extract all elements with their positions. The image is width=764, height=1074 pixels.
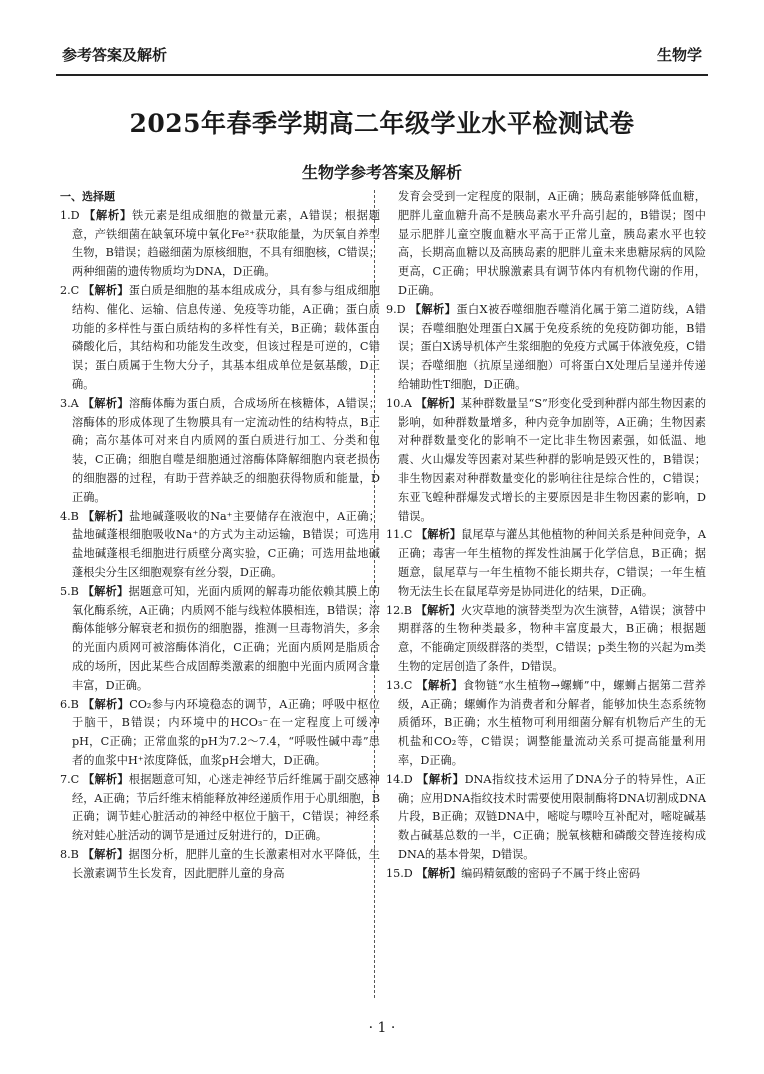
answer-text: DNA指纹技术运用了DNA分子的特异性，A正确；应用DNA指纹技术时需要使用限制酶将DNA切割成DNA片段，B正确；双链DNA中，嘧啶与嘌呤互补配对，嘧啶碱基数占碱基总数的一半，C正确；脱氧核糖和磷酸交替连接构成DNA的基本骨架，D错误。 xyxy=(398,772,706,861)
analysis-tag: 【解析】 xyxy=(416,528,462,542)
answer-number: 6.B xyxy=(60,697,79,711)
answer-item xyxy=(386,301,706,395)
answer-text: CO₂参与内环境稳态的调节，A正确；呼吸中枢位于脑干，B错误；内环境中的HCO₃⁻在一定程度上可缓冲pH，C正确；正常血浆的pH为7.2～7.4，“呼吸性碱中毒”患者的血浆中H⁺浓度降低，血浆pH会增大，D正确。 xyxy=(72,697,380,767)
answer-number: 5.B xyxy=(60,584,79,598)
answer-item xyxy=(60,508,380,583)
analysis-tag: 【解析】 xyxy=(82,584,129,598)
answer-text: 火灾草地的演替类型为次生演替，A错误；演替中期群落的生物种类最多，物种丰富度最大，B正确；根据题意，不能确定顶级群落的类型，C错误；p类生物的兴起为m类生物的定居创造了条件，D错误。 xyxy=(398,603,706,673)
answer-item xyxy=(60,771,380,846)
analysis-tag: 【解析】 xyxy=(416,678,463,692)
answer-number: 8.B xyxy=(60,847,79,861)
analysis-tag: 【解析】 xyxy=(409,302,457,316)
answer-item xyxy=(386,771,706,865)
answer-item xyxy=(60,207,380,282)
answer-text: 盐地碱蓬吸收的Na⁺主要储存在液泡中，A正确；盐地碱蓬根细胞吸收Na⁺的方式为主动运输，B错误；可选用盐地碱蓬根毛细胞进行质壁分离实验，C正确；可选用盐地碱蓬根尖分生区细胞观察有丝分裂，D正确。 xyxy=(72,509,380,579)
answer-text: 编码精氨酸的密码子不属于终止密码 xyxy=(461,866,641,880)
left-answer-list xyxy=(60,207,380,884)
answer-number: 11.C xyxy=(386,528,413,542)
answer-item xyxy=(386,602,706,677)
analysis-tag: 【解析】 xyxy=(416,866,462,880)
answer-item xyxy=(386,677,706,771)
answer-item xyxy=(386,188,706,301)
answer-item xyxy=(60,282,380,395)
answer-number: 13.C xyxy=(386,678,413,692)
analysis-tag: 【解析】 xyxy=(82,847,129,861)
answer-item xyxy=(60,583,380,696)
analysis-tag: 【解析】 xyxy=(82,396,129,410)
right-answer-list xyxy=(386,188,706,883)
analysis-tag: 【解析】 xyxy=(83,283,129,297)
answer-number: 15.D xyxy=(386,866,413,880)
answer-text: 据图分析，肥胖儿童的生长激素相对水平降低，生长激素调节生长发育，因此肥胖儿童的身高 xyxy=(72,847,380,880)
header-subject: 生物学 xyxy=(656,46,702,64)
answer-number: 12.B xyxy=(386,603,413,617)
analysis-tag: 【解析】 xyxy=(82,509,130,523)
answer-text: 发育会受到一定程度的限制，A正确；胰岛素能够降低血糖，肥胖儿童血糖升高不是胰岛素水平升高引起的，B错误；图中显示肥胖儿童空腹血糖水平高于正常儿童，胰岛素水平也较高，长期高血糖以及高胰岛素的肥胖儿童未来患糖尿病的风险更高，C正确；甲状腺激素具有调节体内有机物代谢的作用，D正确。 xyxy=(398,190,706,297)
answer-text: 蛋白质是细胞的基本组成成分，具有参与组成细胞结构、催化、运输、信息传递、免疫等功能，A正确；蛋白质功能的多样性与蛋白质结构的多样性有关，B正确；载体蛋白磷酸化后，其结构和功能发生改变，但该过程是可逆的，C错误；蛋白质属于生物大分子，其基本组成单位是氨基酸，D正确。 xyxy=(72,283,380,391)
header-rule xyxy=(56,74,708,76)
answer-number: 4.B xyxy=(60,509,79,523)
column-divider xyxy=(374,190,375,998)
page-subtitle: 生物学参考答案及解析 xyxy=(301,163,462,182)
page-number: · 1 · xyxy=(368,1020,396,1036)
answer-text: 某种群数量呈“S”形变化受到种群内部生物因素的影响，如种群数量增多，种内竞争加剧等，A正确；生物因素对种群数量变化的影响不一定比非生物因素强，如低温、地震、火山爆发等因素对某些种群的影响是毁灭性的，B错误；非生物因素对种群数量变化的影响往往是综合性的，C错误；东亚飞蝗种群爆发式增长的主要原因是非生物因素的影响，D错误。 xyxy=(398,396,707,523)
answer-number: 9.D xyxy=(386,302,406,316)
answer-text: 溶酶体酶为蛋白质，合成场所在核糖体，A错误；溶酶体的形成体现了生物膜具有一定流动性的结构特点，B正确；高尔基体可对来自内质网的蛋白质进行加工、分类和包装，C正确；细胞自噬是细胞通过溶酶体降解细胞内衰老损伤的细胞器的过程，有助于营养缺乏的细胞获得物质和能量，D正确。 xyxy=(72,396,380,504)
page-title: 2025年春季学期高二年级学业水平检测试卷 xyxy=(129,109,635,138)
answer-number: 1.D xyxy=(60,208,80,222)
answer-text: 根据题意可知，心迷走神经节后纤维属于副交感神经，A正确；节后纤维末梢能释放神经递质作用于心肌细胞，B正确；调节蛙心脏活动的神经中枢位于脑干，C错误；神经系统对蛙心脏活动的调节是通过反射进行的，D正确。 xyxy=(72,772,380,843)
analysis-tag: 【解析】 xyxy=(82,697,130,711)
analysis-tag: 【解析】 xyxy=(417,772,465,786)
answer-text: 鼠尾草与灌丛其他植物的种间关系是种间竞争，A正确；毒害一年生植物的挥发性油属于化学信息，B正确；据题意，鼠尾草与一年生植物不能长期共存，C错误；一年生植物无法生长在鼠尾草旁是协同进化的结果，D正确。 xyxy=(398,528,706,598)
analysis-tag: 【解析】 xyxy=(83,772,129,786)
analysis-tag: 【解析】 xyxy=(415,603,461,617)
right-column xyxy=(386,188,706,883)
answer-number: 14.D xyxy=(386,772,413,786)
left-column xyxy=(60,188,380,883)
analysis-tag: 【解析】 xyxy=(84,208,133,222)
answer-text: 铁元素是组成细胞的微量元素，A错误；根据题意，产铁细菌在缺氧环境中氧化Fe²⁺获取能量，为厌氧自养型生物，B错误；趋磁细菌为原核细胞，不具有细胞核，C错误；两种细菌的遗传物质均为DNA，D正确。 xyxy=(72,208,380,279)
answer-item xyxy=(60,846,380,884)
answer-item xyxy=(60,696,380,771)
answer-text: 据题意可知，光面内质网的解毒功能依赖其膜上的氧化酶系统，A正确；内质网不能与线粒体膜相连，B错误；溶酶体能够分解衰老和损伤的细胞器，推测一旦毒物消失，多余的光面内质网可被溶酶体消化，C正确；光面内质网是脂质合成的场所，因此某些合成固醇类激素的细胞中光面内质网含量丰富，D正确。 xyxy=(72,584,380,692)
running-header xyxy=(0,44,764,68)
answer-item xyxy=(60,395,380,508)
answer-text: 食物链“水生植物→螺蛳”中，螺蛳占据第二营养级，A正确；螺蛳作为消费者和分解者，能够加快生态系统物质循环，B正确；水生植物可利用细菌分解有机物后产生的无机盐和CO₂等，C错误；调整能量流动关系可提高能量利用率，D正确。 xyxy=(398,678,706,767)
answer-item xyxy=(386,865,706,884)
header-left: 参考答案及解析 xyxy=(62,46,168,64)
answer-number: 2.C xyxy=(60,283,80,297)
answer-number: 3.A xyxy=(60,396,79,410)
answer-number: 10.A xyxy=(386,396,412,410)
analysis-tag: 【解析】 xyxy=(415,396,461,410)
answer-text: 蛋白X被吞噬细胞吞噬消化属于第二道防线，A错误；吞噬细胞处理蛋白X属于免疫系统的免疫防御功能，B错误；蛋白X诱导机体产生浆细胞的免疫方式属于体液免疫，C错误；吞噬细胞（抗原呈递细胞）可将蛋白X处理后呈递并传递给辅助性T细胞，D正确。 xyxy=(398,302,706,391)
answer-number: 7.C xyxy=(60,772,80,786)
answer-item xyxy=(386,526,706,601)
answer-item xyxy=(386,395,706,527)
section-heading: 一、选择题 xyxy=(60,190,115,203)
